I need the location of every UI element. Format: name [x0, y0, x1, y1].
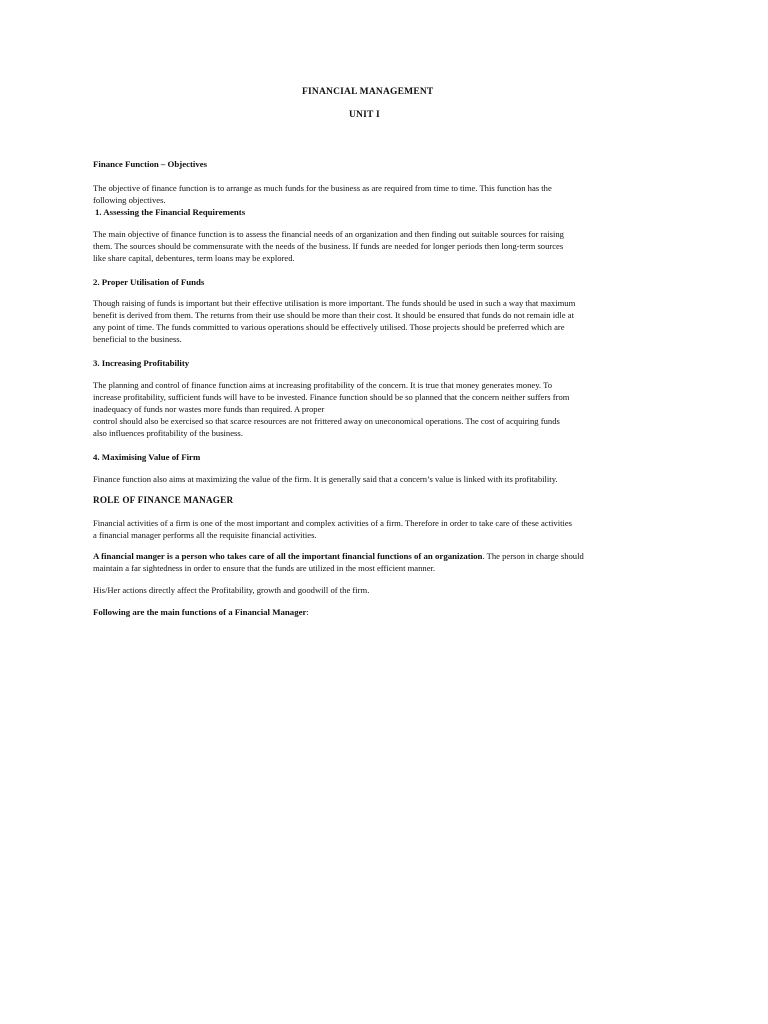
role-paragraph-2 [93, 550, 584, 574]
paragraph-line: Finance function also aims at maximizing the value of the firm. It is generally said that a concern’s value is linked with its profitability. [93, 474, 558, 484]
objective-heading-1: 1. Assessing the Financial Requirements [95, 207, 246, 217]
objective-paragraph-4 [93, 473, 558, 485]
objective-paragraph-3 [93, 379, 569, 439]
definition-rest: . The person in charge should [482, 551, 584, 561]
role-paragraph-3: His/Her actions directly affect the Profitability, growth and goodwill of the firm. [93, 585, 370, 595]
paragraph-line: increase profitability, sufficient funds will have to be invested. Finance function should be so planned that the concern neither suffers from [93, 392, 570, 402]
paragraph-line: The main objective of finance function is to assess the financial needs of an organization and then finding out suitable sources for raising [93, 229, 564, 239]
paragraph-line: them. The sources should be commensurate with the needs of the business. If funds are needed for longer periods then long-term sources [93, 241, 564, 251]
section-heading: Finance Function – Objectives [93, 159, 208, 169]
intro-line: The objective of finance function is to arrange as much funds for the business as are required from time to time. This function has the [93, 183, 552, 193]
intro-paragraph [93, 182, 552, 206]
role-paragraph-4 [93, 606, 309, 618]
paragraph-line: control should also be exercised so that scarce resources are not frittered away on uneconomical operations. The cost of acquiring funds [93, 416, 560, 426]
functions-colon: : [306, 607, 309, 617]
document-title: FINANCIAL MANAGEMENT [302, 87, 434, 97]
paragraph-line: inadequacy of funds nor wastes more funds than required. A proper [93, 404, 325, 414]
paragraph-line: Financial activities of a firm is one of the most important and complex activities of a firm. Therefore in order to take care of these activities [93, 518, 573, 528]
paragraph-line: beneficial to the business. [93, 334, 182, 344]
objective-paragraph-2 [93, 297, 575, 345]
paragraph-line: like share capital, debentures, term loans may be explored. [93, 253, 295, 263]
role-paragraph-1 [93, 517, 572, 541]
paragraph-line: The planning and control of finance function aims at increasing profitability of the concern. It is true that money generates money. To [93, 380, 553, 390]
unit-label: UNIT I [349, 110, 380, 120]
intro-line: following objectives. [93, 195, 166, 205]
paragraph-line: maintain a far sightedness in order to ensure that the funds are utilized in the most efficient manner. [93, 563, 436, 573]
paragraph-line [93, 550, 584, 562]
objective-heading-3: 3. Increasing Profitability [93, 358, 190, 368]
paragraph-line: Though raising of funds is important but their effective utilisation is more important. The funds should be used in such a way that maximum [93, 298, 576, 308]
functions-lead: Following are the main functions of a Financial Manager [93, 607, 307, 617]
objective-heading-4: 4. Maximising Value of Firm [93, 452, 201, 462]
paragraph-line: a financial manager performs all the requisite financial activities. [93, 530, 317, 540]
objective-heading-2: 2. Proper Utilisation of Funds [93, 277, 205, 287]
paragraph-line: benefit is derived from them. The returns from their use should be more than their cost. It should be ensured that funds do not remain idle at [93, 310, 574, 320]
objective-paragraph-1 [93, 228, 564, 264]
paragraph-line: also influences profitability of the business. [93, 428, 243, 438]
bold-definition: A financial manger is a person who takes care of all the important financial functions of an organization [93, 551, 483, 561]
paragraph-line: any point of time. The funds committed to various operations should be effectively utilised. Those projects should be preferred which are [93, 322, 565, 332]
role-heading: ROLE OF FINANCE MANAGER [93, 495, 234, 505]
